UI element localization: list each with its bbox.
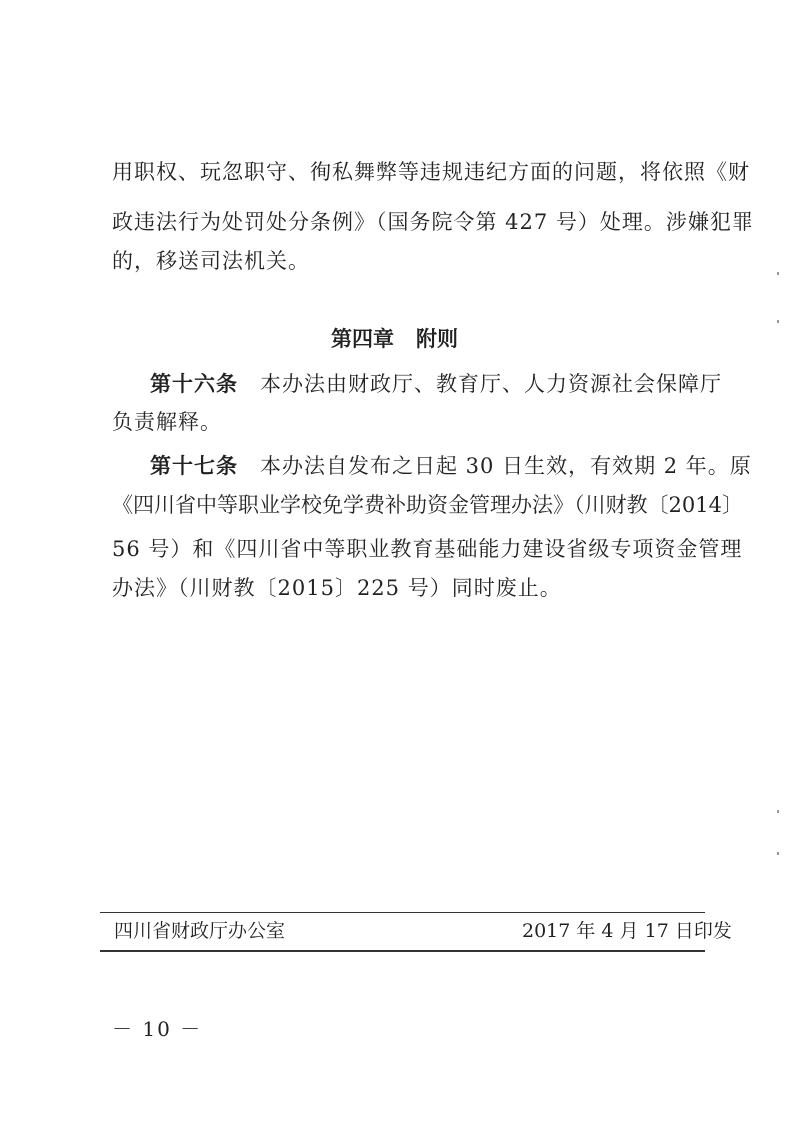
article-17-line-1 (150, 452, 752, 480)
chapter-title: 附则 (416, 327, 458, 351)
article-16-text: 本办法由财政厅、教育厅、人力资源社会保障厅 (260, 372, 722, 396)
article-17-text: 本办法自发布之日起 30 日生效，有效期 2 年。原 (260, 454, 752, 478)
page-number: － 10 － (112, 1017, 203, 1041)
article-17-line-4: 办法》（川财教〔2015〕225 号）同时废止。 (112, 576, 562, 600)
footer-issuer: 四川省财政厅办公室 (114, 920, 286, 942)
chapter-number: 第四章 (331, 327, 394, 351)
paragraph-continued-line-1: 用职权、玩忽职守、徇私舞弊等违规违纪方面的问题，将依照《财 (112, 160, 750, 184)
article-16-line-1 (150, 370, 722, 398)
scan-speck (777, 320, 779, 323)
article-16-label: 第十六条 (150, 372, 238, 396)
chapter-heading (331, 325, 458, 353)
article-17-line-3: 56 号）和《四川省中等职业教育基础能力建设省级专项资金管理 (112, 537, 743, 561)
article-17-line-2: 《四川省中等职业学校免学费补助资金管理办法》（川财教〔2014〕 (112, 493, 743, 517)
scan-speck (777, 272, 779, 275)
paragraph-continued-line-3: 的，移送司法机关。 (112, 249, 310, 273)
article-17-label: 第十七条 (150, 454, 238, 478)
paragraph-continued-line-2: 政违法行为处罚处分条例》（国务院令第 427 号）处理。涉嫌犯罪 (112, 210, 754, 234)
article-16-line-2: 负责解释。 (112, 410, 222, 434)
footer-print-date: 2017 年 4 月 17 日印发 (522, 920, 732, 942)
scan-speck (777, 852, 779, 855)
scan-speck (777, 810, 779, 813)
footer-top-rule (100, 912, 705, 913)
footer-bottom-rule (100, 950, 705, 952)
